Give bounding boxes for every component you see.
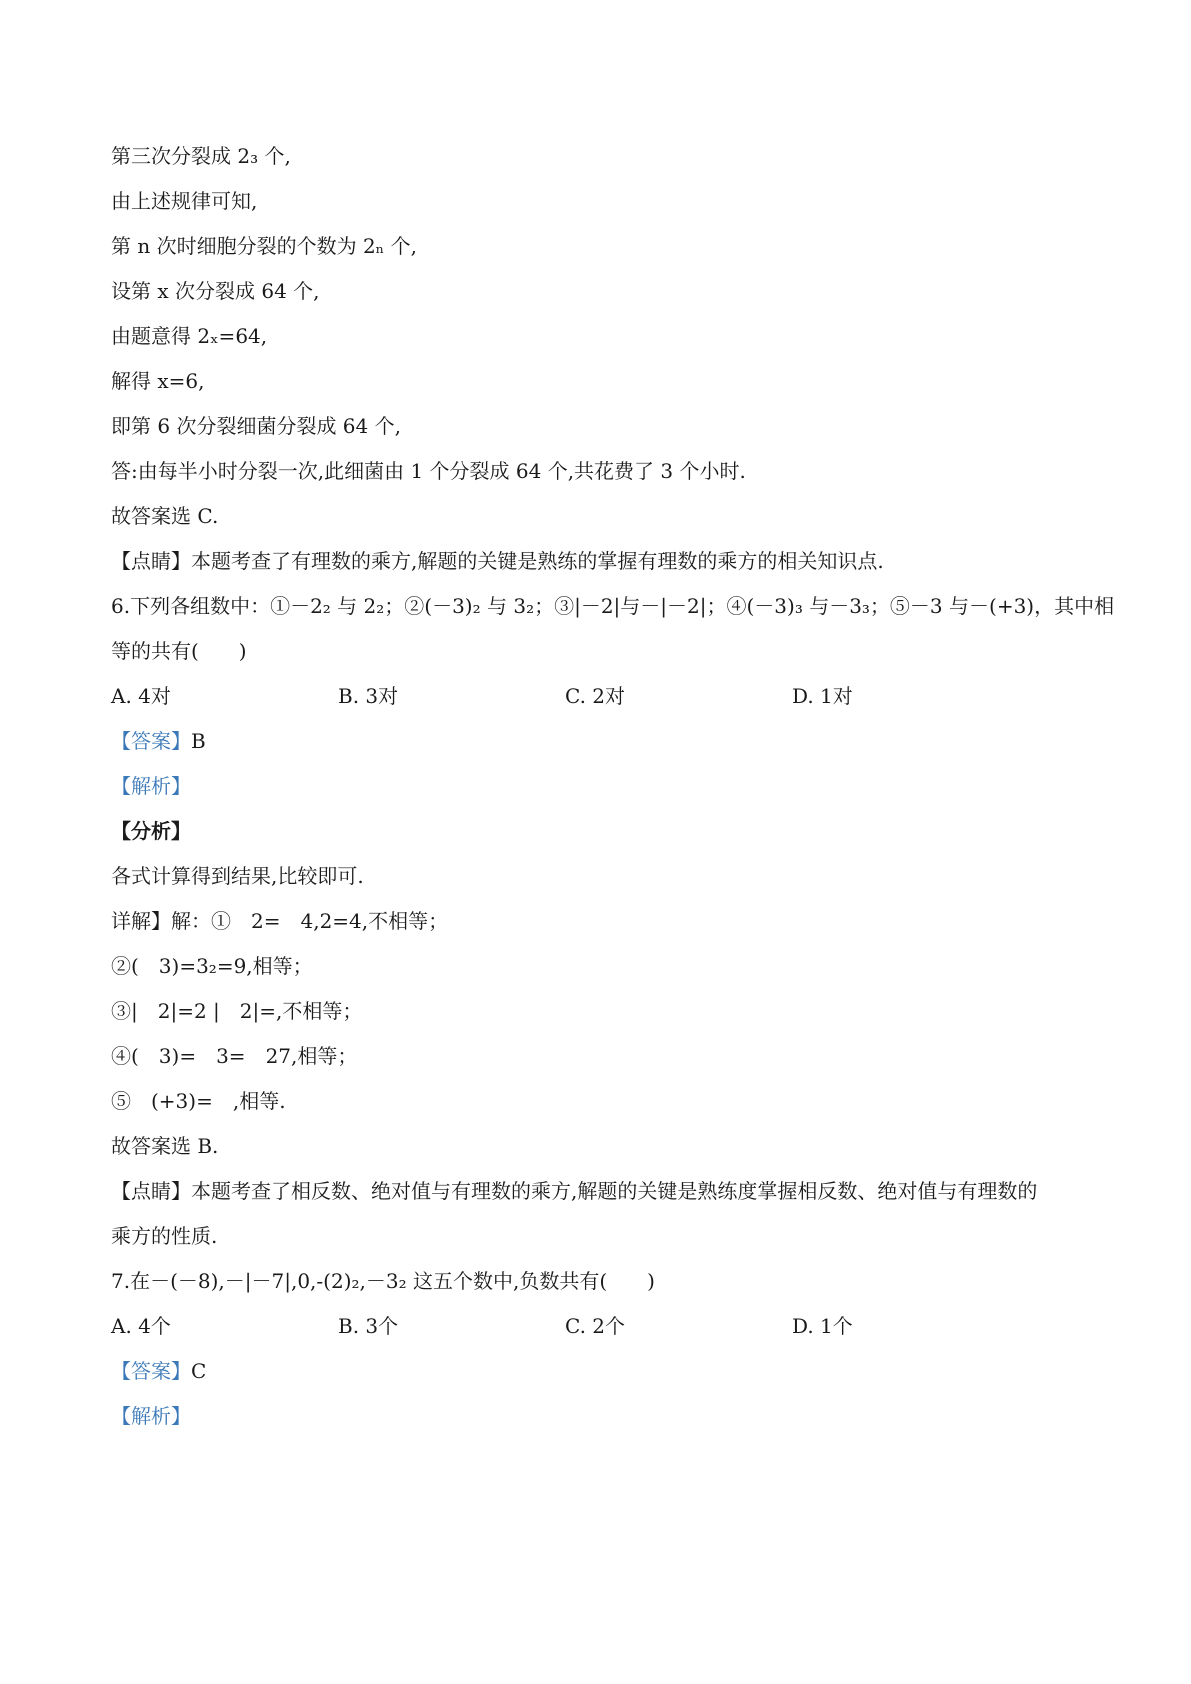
option-c: C. 2对 bbox=[565, 684, 626, 708]
option-d: D. 1对 bbox=[792, 684, 853, 708]
text-line: ⑤ (+3)= ,相等. bbox=[111, 1089, 286, 1113]
dianjing-note-cont: 乘方的性质. bbox=[111, 1224, 218, 1248]
option-b: B. 3个 bbox=[338, 1314, 399, 1338]
text-line: 故答案选 B. bbox=[111, 1134, 219, 1158]
analysis-label: 【解析】 bbox=[111, 1404, 191, 1428]
question-6-stem-cont: 等的共有( ) bbox=[111, 639, 247, 663]
text-line: 由题意得 2ₓ=64, bbox=[111, 324, 268, 348]
analysis-label: 【解析】 bbox=[111, 774, 191, 798]
answer-label: 【答案】 bbox=[111, 729, 191, 753]
dianjing-note: 【点睛】本题考查了相反数、绝对值与有理数的乘方,解题的关键是熟练度掌握相反数、绝对值与有理数的 bbox=[111, 1179, 1038, 1203]
text-line: ②( 3)=3₂=9,相等； bbox=[111, 954, 313, 978]
option-b: B. 3对 bbox=[338, 684, 399, 708]
answer-value: B bbox=[191, 729, 206, 753]
dianjing-note: 【点睛】本题考查了有理数的乘方,解题的关键是熟练的掌握有理数的乘方的相关知识点. bbox=[111, 549, 884, 573]
text-line: 即第 6 次分裂细菌分裂成 64 个, bbox=[111, 414, 401, 438]
question-7-stem: 7.在－(－8),－|－7|,0,-(2)₂,－3₂ 这五个数中,负数共有( ) bbox=[111, 1269, 655, 1293]
text-line: 各式计算得到结果,比较即可. bbox=[111, 864, 364, 888]
text-line: 设第 x 次分裂成 64 个, bbox=[111, 279, 320, 303]
fenxi-label: 【分析】 bbox=[111, 819, 191, 843]
question-6-stem: 6.下列各组数中：①－2₂ 与 2₂；②(－3)₂ 与 3₂；③|－2|与－|－2|；④(－3)₃ 与－3₃；⑤－3 与－(+3)，其中相 bbox=[111, 594, 1115, 618]
text-line: 第三次分裂成 2₃ 个, bbox=[111, 144, 291, 168]
text-line: 答:由每半小时分裂一次,此细菌由 1 个分裂成 64 个,共花费了 3 个小时. bbox=[111, 459, 746, 483]
text-line: 详解】解：① 2= 4,2=4,不相等； bbox=[111, 909, 449, 933]
text-line: 第 n 次时细胞分裂的个数为 2ₙ 个, bbox=[111, 234, 418, 258]
option-c: C. 2个 bbox=[565, 1314, 626, 1338]
answer-label: 【答案】 bbox=[111, 1359, 191, 1383]
text-line: 解得 x=6, bbox=[111, 369, 205, 393]
option-a: A. 4对 bbox=[111, 684, 171, 708]
answer-value: C bbox=[191, 1359, 207, 1383]
text-line: 由上述规律可知, bbox=[111, 189, 258, 213]
text-line: ④( 3)= 3= 27,相等； bbox=[111, 1044, 358, 1068]
text-line: 故答案选 C. bbox=[111, 504, 219, 528]
option-a: A. 4个 bbox=[111, 1314, 171, 1338]
option-d: D. 1个 bbox=[792, 1314, 853, 1338]
text-line: ③| 2|=2 | 2|=,不相等； bbox=[111, 999, 363, 1023]
question-6-answer bbox=[111, 728, 206, 754]
question-7-answer bbox=[111, 1358, 206, 1384]
